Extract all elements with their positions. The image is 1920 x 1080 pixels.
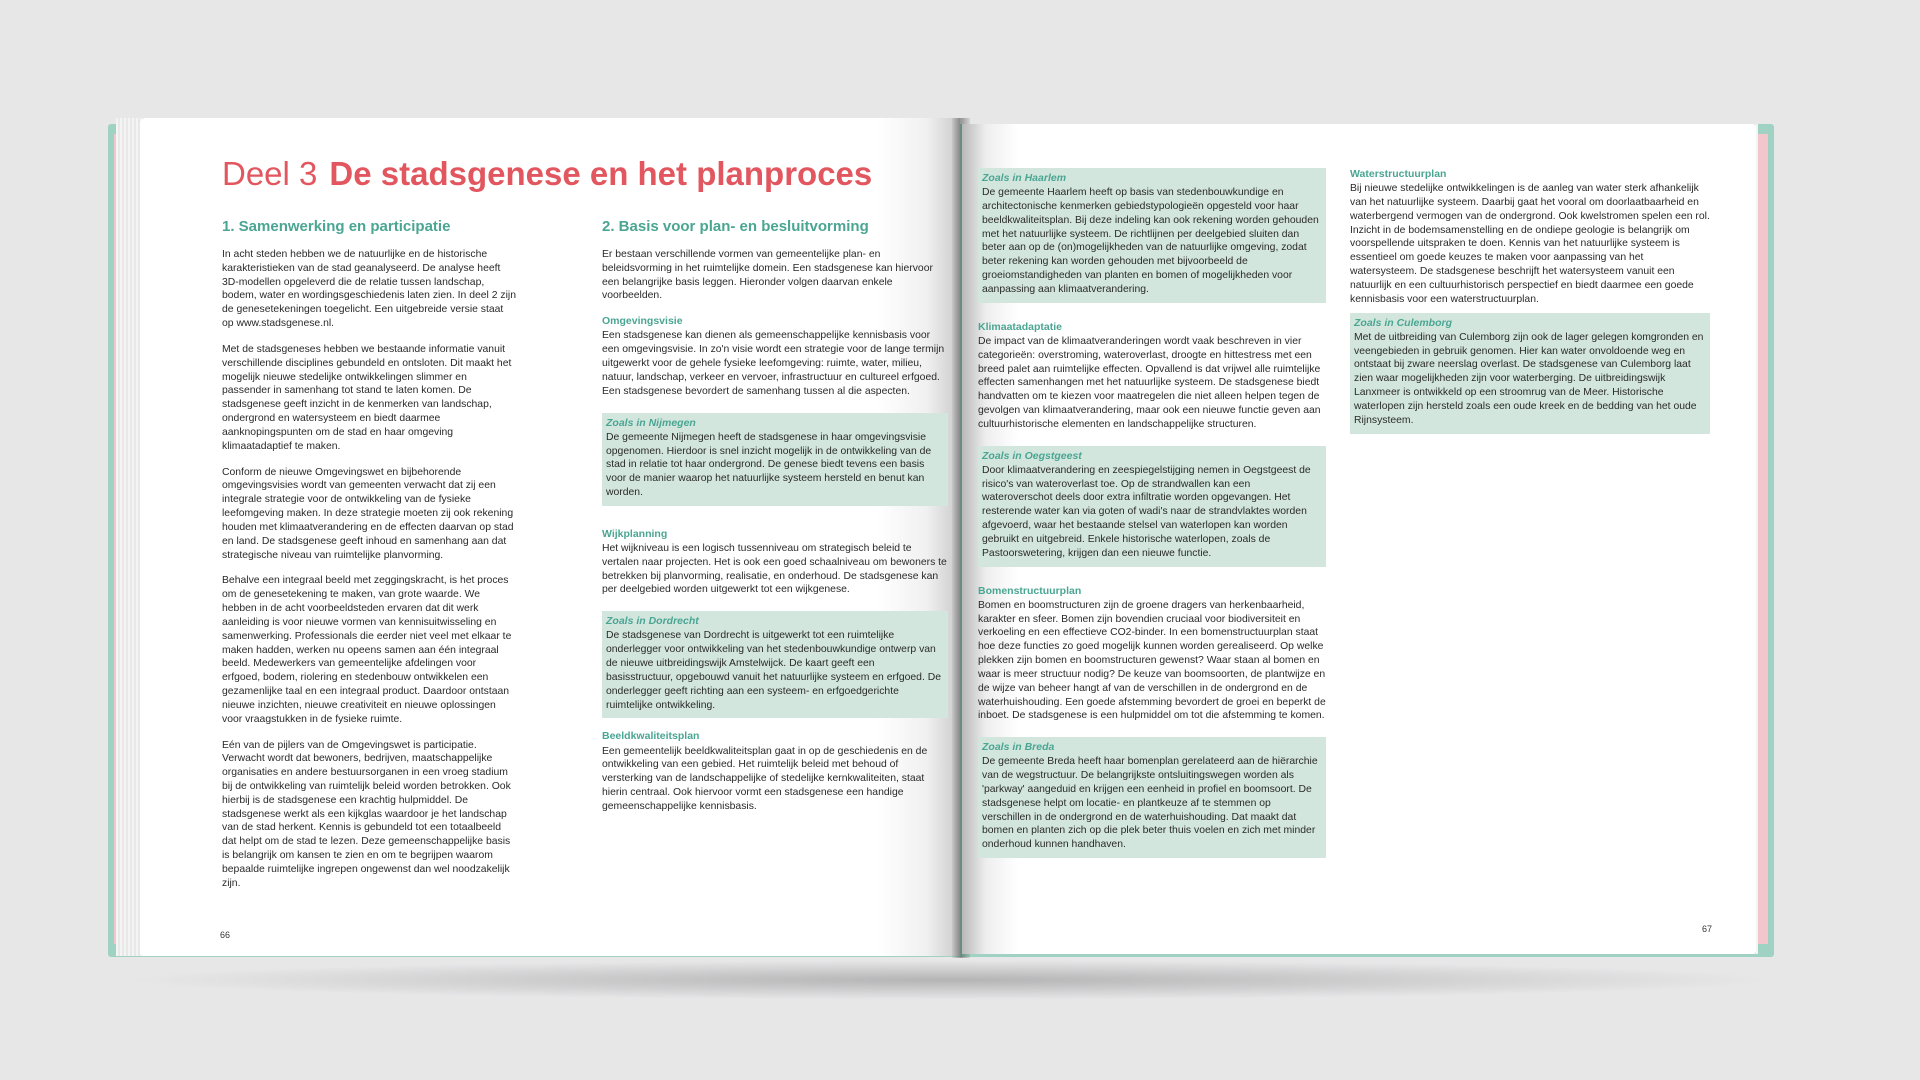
example-title: Zoals in Nijmegen (606, 416, 696, 429)
paragraph: De impact van de klimaatveranderingen wordt vaak beschreven in vier categorieën: overstroming, wateroverlast, droogte en hittestress met een breed palet aan ruimtelijke effecten. Opvallend is dat vrijwel alle ruimtelijke effecten samenhangen met het natuurlijke systeem. De stadsgenese biedt handvatten om te kiezen voor maatregelen die niet alleen helpen tegen de gevolgen van klimaatverandering, maar ook een nieuwe functie geven aan cultuurhistorische elementen en landschappelijke structuren. (978, 335, 1321, 430)
paragraph: Het wijkniveau is een logisch tussenniveau om strategisch beleid te vertalen naar projecten. Het is ook een goed schaalniveau om bewoners te betrekken bij planvorming, realisatie, en onderhoud. De stadsgenese kan per deelgebied worden uitgewerkt tot een wijkgenese. (602, 542, 947, 596)
example-box-oegstgeest (978, 446, 1326, 567)
column-4 (1350, 168, 1710, 446)
paragraph: Bij nieuwe stedelijke ontwikkelingen is de aanleg van water sterk afhankelijk van het natuurlijke systeem. Daarbij gaat het vooral om doorlaatbaarheid en waterbergend vermogen van de ondergrond. Ook kwelstromen spelen een rol. Inzicht in de bodemsamenstelling en de ondiepe geologie is belangrijk om voorspellende uitspraken te doen. Kennis van het natuurlijke systeem is essentieel om goede keuzes te maken voor aanpassing van het watersysteem. De stadsgenese beschrijft het watersysteem vanuit een natuurlijk en een cultuurhistorisch perspectief en biedt daarmee een goede kennisbasis voor een waterstructuurplan. (1350, 183, 1710, 305)
page-number-left: 66 (220, 930, 231, 940)
cover-edge-right (1758, 134, 1768, 944)
section-heading-basis: 2. Basis voor plan- en besluitvorming (602, 218, 869, 235)
paragraph: Conform de nieuwe Omgevingswet en bijbehorende omgevingsvisies wordt van gemeenten verwacht dat zij een integrale strategie voor de ontwikkeling van de fysieke leefomgeving maken. In deze strategie moeten zij ook rekening houden met klimaatverandering en de effecten daarvan op stad en land. De stadsgenese geeft inhoud en samenhang aan dat strategische niveau van ruimtelijke planvorming. (222, 466, 514, 561)
section-klimaatadaptatie (978, 321, 1326, 432)
example-text: De gemeente Breda heeft haar bomenplan gerelateerd aan de hiërarchie van de wegstructuur. De belangrijkste ontsluitingswegen worden als 'parkway' aangeduid en krijgen een eenheid in profiel en boomsoort. De stadsgenese helpt om locatie- en plantkeuze af te stemmen op verschillen in de ondergrond en de waterhuishouding. Dat maakt dat bomen en planten zich op die plek beter thuis voelen en zich met minder onderhoud kunnen handhaven. (982, 756, 1318, 851)
example-box-culemborg (1350, 313, 1710, 434)
example-title: Zoals in Oegstgeest (982, 449, 1082, 462)
column-2 (602, 218, 948, 828)
section-omgevingsvisie (602, 315, 948, 398)
intro-paragraph: Er bestaan verschillende vormen van gemeentelijke plan- en beleidsvorming in het ruimtelijke domein. Een stadsgenese kan hiervoor een belangrijke basis leggen. Hieronder volgen daarvan enkele voorbeelden. (602, 249, 933, 302)
section-wijkplanning (602, 528, 948, 597)
subheading: Waterstructuurplan (1350, 168, 1447, 180)
section-beeldkwaliteitsplan (602, 730, 948, 813)
example-text: De gemeente Nijmegen heeft de stadsgenese in haar omgevingsvisie opgenomen. Hierdoor is snel inzicht mogelijk in de ontwikkeling van de stad in relatie tot haar ondergrond. De genese biedt tevens een basis voor de manier waarop het natuurlijke systeem hersteld en benut kan worden. (606, 431, 932, 499)
paragraph: Een stadsgenese kan dienen als gemeenschappelijke kennisbasis voor een omgevingsvisie. In zo'n visie wordt een strategie voor de lange termijn uitgewerkt voor de gehele fysieke leefomgeving: ruimte, water, milieu, natuur, landschap, verkeer en vervoer, infrastructuur en cultureel erfgoed. Een stadsgenese bevordert de samenhang tussen al die aspecten. (602, 330, 945, 397)
subheading: Wijkplanning (602, 527, 668, 540)
example-box-dordrecht (602, 611, 948, 718)
table-shadow (120, 960, 1780, 1000)
paragraph: Een gemeentelijk beeldkwaliteitsplan gaat in op de geschiedenis en de ontwikkeling van een gebied. Het ruimtelijk beleid met behoud of versterking van de landschappelijke of stedelijke kernkwaliteiten, staat hierin centraal. Ook hiervoor vormt een stadsgenese een handige gemeenschappelijke kennisbasis. (602, 745, 928, 812)
page-number-right: 67 (1702, 924, 1713, 934)
example-title: Zoals in Culemborg (1354, 316, 1453, 329)
paragraph: In acht steden hebben we de natuurlijke en de historische karakteristieken van de stad geanalyseerd. De analyse heeft 3D-modellen opgeleverd die de relatie tussen landschap, bodem, water en wordingsgeschiedenis laten zien. In deel 2 zijn de genesetekeningen toegelicht. Een uitgebreide versie staat op www.stadsgenese.nl. (222, 249, 517, 330)
section-waterstructuurplan (1350, 168, 1710, 307)
chapter-title: De stadsgenese en het planproces (329, 155, 873, 192)
example-box-breda (978, 737, 1326, 858)
right-page (962, 124, 1756, 954)
subheading: Bomenstructuurplan (978, 584, 1082, 597)
subheading: Beeldkwaliteitsplan (602, 730, 700, 743)
section-heading-samenwerking: 1. Samenwerking en participatie (222, 218, 451, 235)
example-box-nijmegen (602, 413, 948, 506)
example-title: Zoals in Dordrecht (606, 615, 699, 628)
example-text: De stadsgenese van Dordrecht is uitgewerkt tot een ruimtelijke onderlegger voor ontwikkeling van het stedenbouwkundige ontwerp van de nieuwe uitbreidingswijk Amstelwijck. De kaart geeft een basisstructuur, opgebouwd vanuit het natuurlijke systeem en erfgoed. De onderlegger geeft richting aan een systeem- en erfgoedgerichte ruimtelijke ontwikkeling. (606, 630, 942, 711)
example-title: Zoals in Haarlem (982, 172, 1067, 184)
page-title (222, 156, 942, 192)
paragraph: Met de stadsgeneses hebben we bestaande informatie vanuit verschillende disciplines gebundeld en ontsloten. Dit maakt het mogelijk nieuwe stedelijke ontwikkelingen slimmer en passender in samenhang tot stand te laten komen. De stadsgenese geeft inzicht in de kenmerken van landschap, ondergrond en watersysteem en biedt daarmee aanknopingspunten om de stad en haar omgeving klimaatadaptief te maken. (222, 343, 512, 452)
part-label: Deel 3 (222, 155, 318, 192)
column-3 (978, 168, 1326, 870)
column-1 (222, 218, 516, 903)
subheading: Klimaatadaptatie (978, 320, 1063, 333)
paragraph: Eén van de pijlers van de Omgevingswet is participatie. Verwacht wordt dat bewoners, bedrijven, maatschappelijke organisaties en andere bestuursorganen in een vroeg stadium bij de ontwikkeling van ruimtelijk beleid worden betrokken. Ook hierbij is de stadsgenese een krachtig hulpmiddel. De stadsgenese werkt als een kijkglas waardoor je het landschap van de stad herkent. Kennis is gebundeld tot een totaalbeeld dat helpt om de stad te lezen. Deze gemeenschappelijke basis is belangrijk om kansen te zien en om te begrijpen waarom bepaalde ruimtelijke ingrepen ongewenst dan wel noodzakelijk zijn. (222, 739, 511, 889)
subheading: Omgevingsvisie (602, 315, 683, 328)
paragraph: Bomen en boomstructuren zijn de groene dragers van herkenbaarheid, karakter en sfeer. Bomen zijn bovendien cruciaal voor biodiversiteit en verkoeling en een effectieve CO2-binder. In een bomenstructuurplan staat hoe deze functies zo goed mogelijk kunnen worden gerealiseerd. Op welke plekken zijn bomen en boomstructuren gewenst? Waar staan al bomen en waar is meer structuur nodig? De keuze van boomsoorten, de plantwijze en de wijze van beheer hangt af van de verschillen in de ondergrond en de waterhuishouding. Een goede afstemming bevordert de groei en beperkt de inboet. De stadsgenese is een hulpmiddel om tot die afstemming te komen. (978, 599, 1326, 722)
example-box-haarlem (978, 168, 1326, 303)
paragraph: Behalve een integraal beeld met zeggingskracht, is het proces om de genesetekening te maken, van grote waarde. We hebben in de acht voorbeeldsteden ervaren dat dit werk aanleiding is voor nieuwe vormen van kennisuitwisseling en samenwerking. Professionals die eerder niet veel met elkaar te maken hadden, werken nu opeens samen aan één integraal beeld. Medewerkers van gemeentelijke afdelingen voor erfgoed, bodem, riolering en stedenbouw ontwikkelen een gezamenlijke taal en een integraal product. Daardoor ontstaan nieuwe inzichten, nieuwe creativiteit en nieuwe oplossingen voor vraagstukken in de fysieke ruimte. (222, 575, 512, 725)
example-title: Zoals in Breda (982, 741, 1055, 754)
left-page (140, 118, 960, 956)
example-text: De gemeente Haarlem heeft op basis van stedenbouwkundige en architectonische kenmerken gebiedstypologieën opgesteld voor haar beeldkwaliteitsplan. Bij deze indeling kan ook rekening worden gehouden met het natuurlijke systeem. De richtlijnen per deelgebied sluiten dan beter aan op de (on)mogelijkheden van de natuurlijke omgeving, zodat beter rekening kan worden gehouden met bijvoorbeeld de groeiomstandigheden van planten en bomen of mogelijkheden voor aanpassing aan klimaatverandering. (982, 187, 1319, 295)
section-bomenstructuurplan (978, 585, 1326, 724)
example-text: Met de uitbreiding van Culemborg zijn ook de lager gelegen komgronden en veengebieden in gebruik genomen. Hier kan water onvoldoende weg en ontstaat bij zware neerslag overlast. De stadsgenese van Culemborg laat zien waar mogelijkheden zijn voor waterberging. De uitbreidingswijk Lanxmeer is ontwikkeld op een stroomrug van de Meer. Historische waterlopen zijn hersteld zoals een oude kreek en de bedding van het oude Rijnsysteem. (1354, 331, 1704, 426)
example-text: Door klimaatverandering en zeespiegelstijging nemen in Oegstgeest de risico's van wateroverlast toe. Op de strandwallen kan een wateroverschot deels door extra infiltratie worden opgevangen. Het resterende water kan via goten of wadi's naar de strandvlaktes worden afgevoerd, waar het bestaande stelsel van waterlopen kan worden gebruikt en uitgebreid. Enkele historische waterlopen, zoals de Pastoorswetering, krijgen dan een nieuwe functie. (982, 464, 1311, 559)
